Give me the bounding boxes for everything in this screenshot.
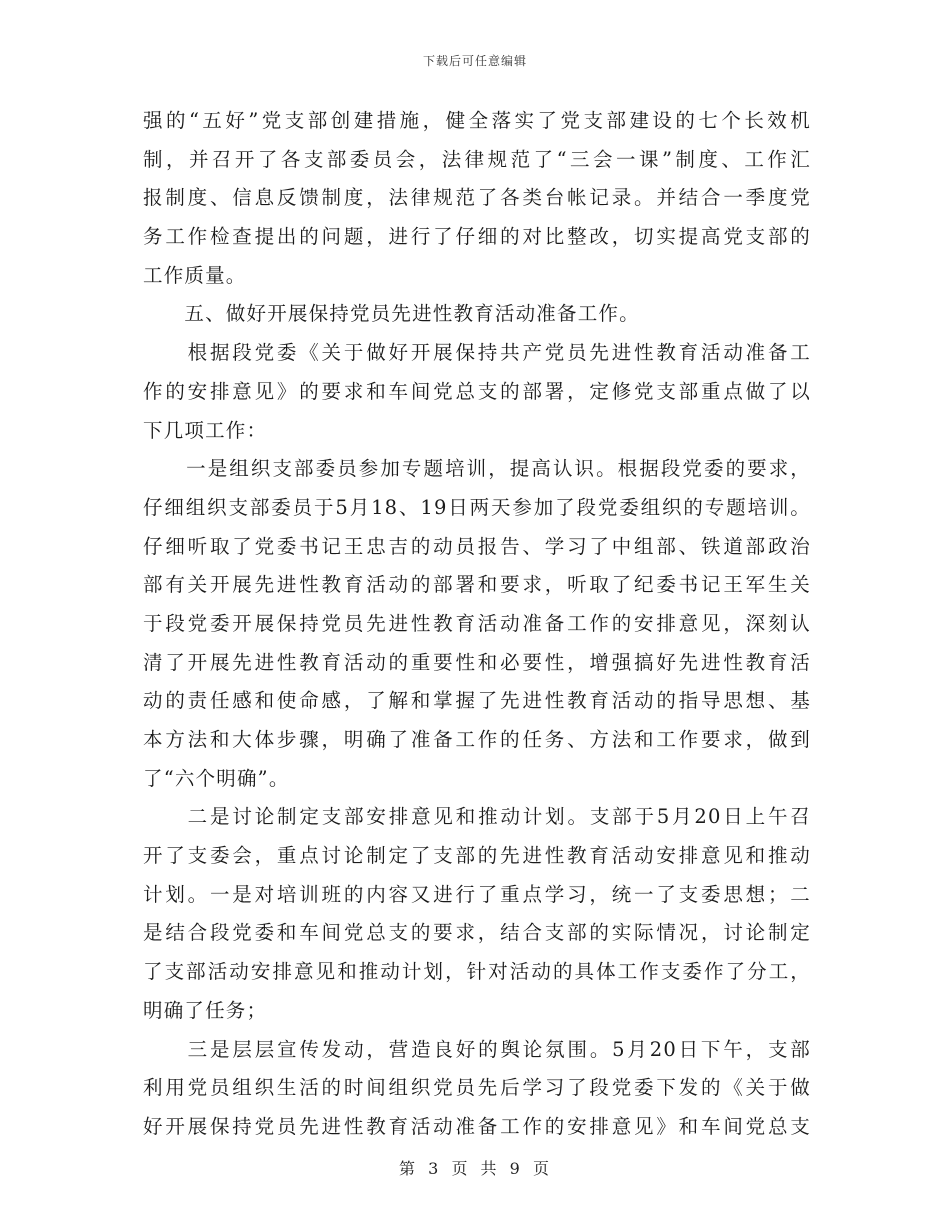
text-line: 利用党员组织生活的时间组织党员先后学习了段党委下发的《关于做 (143, 1076, 811, 1100)
text-line: 根据段党委《关于做好开展保持共产党员先进性教育活动准备工 (143, 341, 811, 365)
text-line: 制，并召开了各支部委员会，法律规范了“三会一课”制度、工作汇 (143, 147, 811, 171)
text-line: 计划。一是对培训班的内容又进行了重点学习，统一了支委思想；二 (143, 882, 811, 906)
text-line: 仔细听取了党委书记王忠吉的动员报告、学习了中组部、铁道部政治 (143, 534, 811, 558)
text-line: 了支部活动安排意见和推动计划，针对活动的具体工作支委作了分工， (143, 960, 811, 984)
text-line: 好开展保持党员先进性教育活动准备工作的安排意见》和车间党总支 (143, 1114, 811, 1138)
page-header: 下载后可任意编辑 (422, 54, 527, 68)
text-line: 五、做好开展保持党员先进性教育活动准备工作。 (143, 302, 640, 326)
text-line: 强的“五好”党支部创建措施，健全落实了党支部建设的七个长效机 (143, 109, 811, 132)
text-line: 报制度、信息反馈制度，法律规范了各类台帐记录。并结合一季度党 (143, 186, 811, 210)
text-line: 动的责任感和使命感，了解和掌握了先进性教育活动的指导思想、基 (143, 689, 811, 713)
total-label: 共 (480, 1159, 499, 1178)
text-line: 仔细组织支部委员于5月18、19日两天参加了段党委组织的专题培训。 (143, 495, 811, 519)
page-unit: 页 (451, 1159, 470, 1178)
text-line: 本方法和大体步骤，明确了准备工作的任务、方法和工作要求，做到 (143, 728, 811, 751)
page-footer (0, 1156, 950, 1179)
text-line: 作的安排意见》的要求和车间党总支的部署，定修党支部重点做了以 (143, 379, 811, 403)
total-pages-number: 9 (509, 1159, 522, 1178)
text-line: 了“六个明确”。 (143, 766, 290, 790)
text-line: 一是组织支部委员参加专题培训，提高认识。根据段党委的要求， (143, 457, 811, 481)
page-label: 第 (399, 1159, 418, 1178)
text-line: 部有关开展先进性教育活动的部署和要求，听取了纪委书记王军生关 (143, 573, 811, 597)
text-line: 二是讨论制定支部安排意见和推动计划。支部于5月20日上午召 (143, 805, 811, 829)
text-line: 清了开展先进性教育活动的重要性和必要性，增强搞好先进性教育活 (143, 650, 811, 674)
text-line: 于段党委开展保持党员先进性教育活动准备工作的安排意见，深刻认 (143, 611, 811, 635)
text-line: 务工作检查提出的问题，进行了仔细的对比整改，切实提高党支部的 (143, 225, 811, 249)
text-line: 明确了任务； (143, 998, 268, 1022)
text-line: 开了支委会，重点讨论制定了支部的先进性教育活动安排意见和推动 (143, 844, 811, 868)
total-unit: 页 (532, 1159, 551, 1178)
text-line: 是结合段党委和车间党总支的要求，结合支部的实际情况，讨论制定 (143, 921, 811, 945)
text-line: 工作质量。 (143, 263, 247, 287)
current-page-number: 3 (428, 1159, 441, 1178)
text-line: 三是层层宣传发动，营造良好的舆论氛围。5月20日下午，支部 (143, 1037, 811, 1061)
text-line: 下几项工作： (143, 418, 268, 442)
document-body (143, 102, 811, 1147)
